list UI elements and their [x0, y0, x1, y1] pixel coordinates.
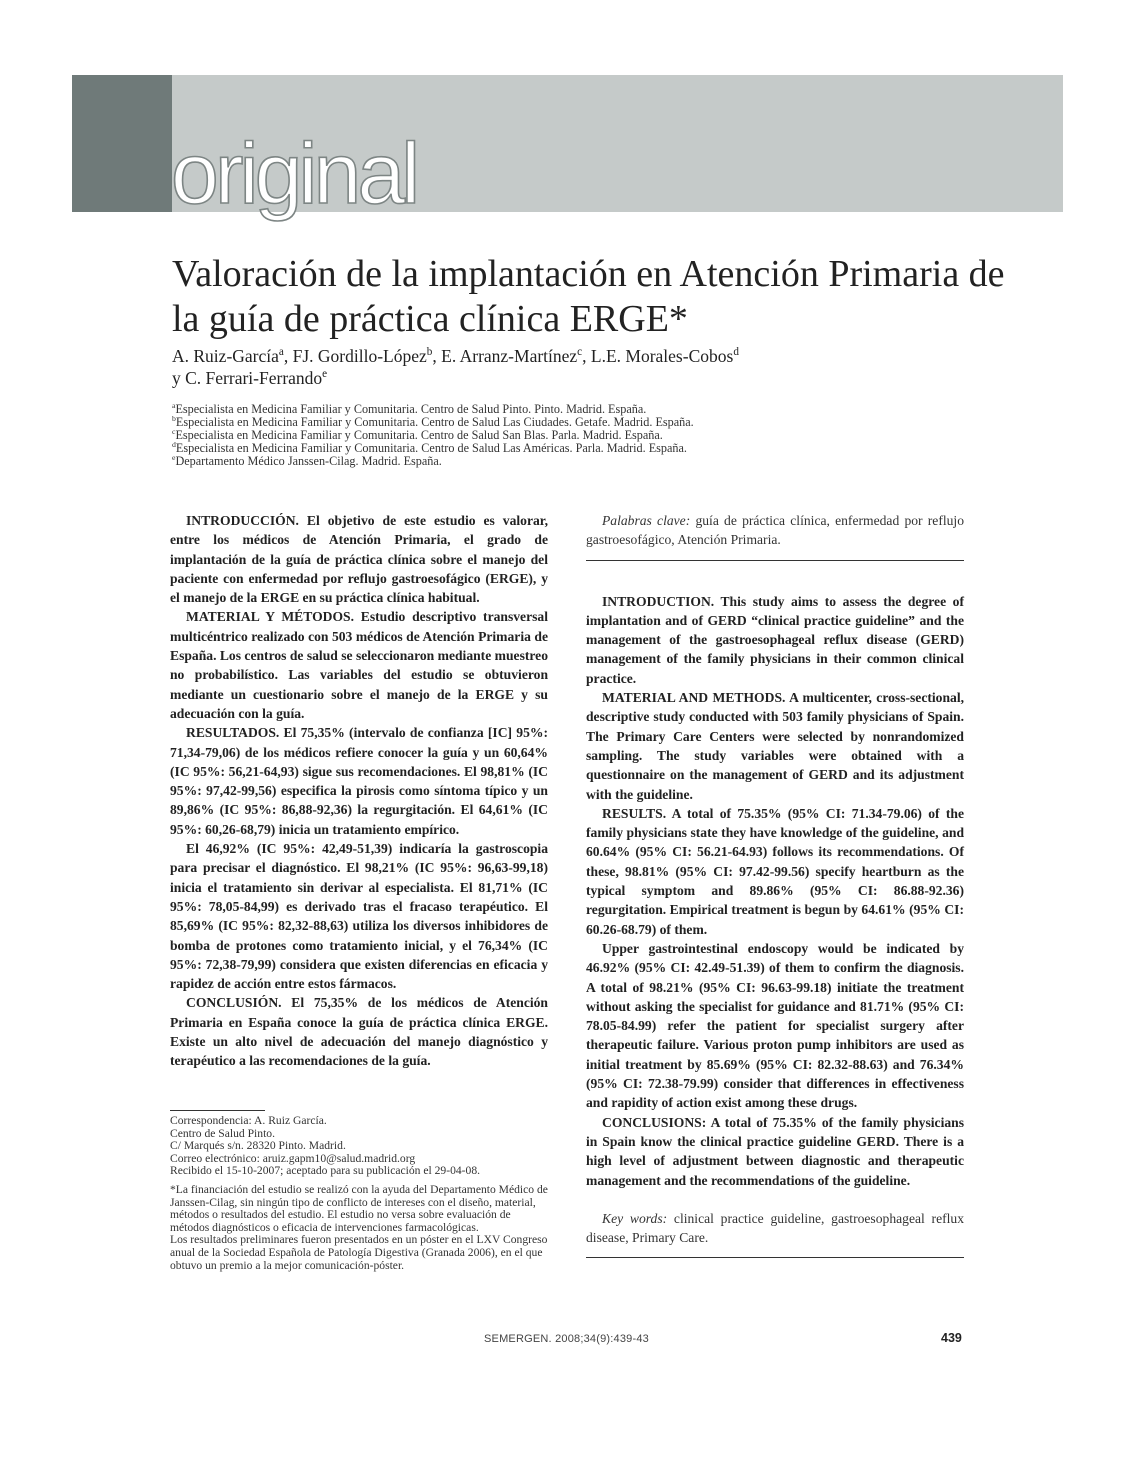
abstract-methods: MATERIAL AND METHODS. A multicenter, cross-sectional, descriptive study conducted with 503 family physicians of Spain. The Primary Care Centers were selected by nonrandomized sampling. The study variables were obtained with a questionnaire on the management of GERD and its adjustment with the guideline. [586, 690, 965, 802]
funding-note: *La financiación del estudio se realizó con la ayuda del Departamento Médico de Janssen-Cilag, sin ningún tipo de conflicto de intereses con el diseño, material, métodos o resultados del estudio. El estudio no versa sobre evaluación de métodos diagnósticos o eficacia de intervenciones farmacológicas. [170, 1182, 548, 1234]
correspondence-line: C/ Marqués s/n. 28320 Pinto. Madrid. [170, 1139, 346, 1153]
journal-citation: SEMERGEN. 2008;34(9):439-43 [484, 1333, 649, 1345]
correspondence-email: Correo electrónico: aruiz.gapm10@salud.madrid.org [170, 1151, 416, 1165]
author: L.E. Morales-Cobos$^d$ [590, 346, 739, 366]
abstract-methods: MATERIAL Y MÉTODOS. Estudio descriptivo transversal multicéntrico realizado con 503 médicos de Atención Primaria de España. Los centros de salud se seleccionaron mediante muestreo no probabilístico. Las variables del estudio se obtuvieron mediante un cuestionario sobre el manejo de la ERGE y su adecuación con la guía. [170, 609, 548, 721]
affiliation: $^c$Especialista en Medicina Familiar y Comunitaria. Centro de Salud San Blas. Parla. Madrid. España. [172, 426, 663, 442]
correspondence-line: Centro de Salud Pinto. [170, 1126, 275, 1140]
author-list [172, 345, 992, 389]
page-number: 439 [941, 1331, 962, 1345]
affiliation: $^e$Departamento Médico Janssen-Cilag. Madrid. España. [172, 452, 442, 468]
abstract-results-continued: El 46,92% (IC 95%: 42,49-51,39) indicaría la gastroscopia para precisar el diagnóstico. El 98,21% (IC 95%: 96,63-99,18) inicia el tratamiento sin derivar al especialista. El 81,71% (IC 95%: 78,05-84,99) es derivado tras el fracaso terapéutico. El 85,69% (IC 95%: 82,32-88,63) utiliza los diversos inhibidores de bomba de protones como tratamiento inicial, y el 76,34% (IC 95%: 72,38-79,99) considera que existen diferencias en eficacia y rapidez de acción entre estos fármacos. [170, 841, 548, 992]
author: FJ. Gordillo-López$^b$, [292, 346, 442, 366]
abstract-intro: INTRODUCTION. This study aims to assess the degree of implantation and of GERD “clinical practice guideline” and the management of the gastroesophageal reflux disease (GERD) management of the family physicians in their common clinical practice. [586, 593, 964, 686]
header-band-dark [72, 75, 172, 212]
article-title: Valoración de la implantación en Atención Primaria de la guía de práctica clínica ERGE* [172, 253, 1005, 340]
abstract-english [586, 511, 964, 1258]
keywords-english: Key words: clinical practice guideline, gastroesophageal reflux disease, Primary Care. [586, 1210, 964, 1246]
correspondence-footnote [170, 1115, 548, 1272]
abstract-results-continued: Upper gastrointestinal endoscopy would be indicated by 46.92% (95% CI: 42.49-51.39) of them to confirm the diagnosis. A total of 98.21% (95% CI: 96.63-99.18) initiate the treatment without asking the specialist for guidance and 81.71% (95% CI: 78.05-84.99) refer the patient for specialist surgery after therapeutic failure. Various proton pump inhibitors are used as initial treatment by 85.69% (95% CI: 82.32-88.63) and 76.34% (95% CI: 72.38-79.99) consider that differences in effectiveness and rapidity of action exist among these drugs. [586, 940, 964, 1111]
affiliation-list [172, 400, 972, 468]
correspondence-line: Correspondencia: A. Ruiz García. [170, 1114, 327, 1127]
abstract-results: RESULTS. A total of 75.35% (95% CI: 71.34-79.06) of the family physicians state they have knowledge of the guideline, and 60.64% (95% CI: 56.21-64.93) follows its recommendations. Of these, 98.81% (95% CI: 97.42-99.56) specify heartburn as the typical symptom and 89.86% (95% CI: 86.88-92.36) regurgitation. Empirical treatment is begun by 64.61% (95% CI: 60.26-68.79) of them. [586, 805, 964, 937]
received-dates: Recibido el 15-10-2007; aceptado para su publicación el 29-04-08. [170, 1164, 481, 1178]
abstract-conclusion: CONCLUSIÓN. El 75,35% de los médicos de Atención Primaria en España conoce la guía de práctica clínica ERGE. Existe un alto nivel de adecuación del manejo diagnóstico y terapéutico a las recomendaciones de la guía. [170, 995, 548, 1069]
affiliation: $^a$Especialista en Medicina Familiar y Comunitaria. Centro de Salud Pinto. Pinto. Madrid. España. [172, 400, 647, 416]
preliminary-note: Los resultados preliminares fueron presentados en un póster en el LXV Congreso anual de la Sociedad Española de Patología Digestiva (Granada 2006), en el que obtuvo un premio a la mejor comunicación-póster. [170, 1233, 548, 1272]
author: y C. Ferrari-Ferrando$^e$ [172, 368, 328, 388]
abstract-intro: INTRODUCCIÓN. El objetivo de este estudio es valorar, entre los médicos de Atención Primaria, el grado de implantación de la guía de práctica clínica sobre el manejo del paciente con enfermedad por reflujo gastroesofágico (ERGE), y el manejo de la ERGE en su práctica clínica habitual. [170, 513, 548, 606]
keywords-rule [586, 1257, 964, 1258]
keywords-spanish: Palabras clave: guía de práctica clínica, enfermedad por reflujo gastroesofágico, Atención Primaria. [586, 513, 964, 548]
section-label: original [171, 126, 417, 222]
abstract-spanish [170, 511, 548, 1071]
abstract-results: RESULTADOS. El 75,35% (intervalo de confianza [IC] 95%: 71,34-79,06) de los médicos refiere conocer la guía y un 60,64% (IC 95%: 56,21-64,93) sigue sus recomendaciones. El 98,81% (IC 95%: 97,42-99,56) especifica la pirosis como síntoma típico y un 89,86% (IC 95%: 86,88-92,36) la regurgitación. El 64,61% (IC 95%: 60,26-68,79) inicia un tratamiento empírico. [170, 725, 548, 837]
author: E. Arranz-Martínez$^c$, [441, 346, 591, 366]
footnote-rule [170, 1110, 265, 1111]
author: A. Ruiz-García$^a$, [172, 346, 293, 366]
abstract-conclusion: CONCLUSIONS: A total of 75.35% of the family physicians in Spain know the clinical practice guideline GERD. There is a high level of adjustment between diagnostic and therapeutic management and the recommendations of the guideline. [586, 1114, 964, 1188]
affiliation: $^d$Especialista en Medicina Familiar y Comunitaria. Centro de Salud Las Américas. Parla. Madrid. España. [172, 439, 687, 455]
affiliation: $^b$Especialista en Medicina Familiar y Comunitaria. Centro de Salud Las Ciudades. Getafe. Madrid. España. [172, 413, 694, 429]
